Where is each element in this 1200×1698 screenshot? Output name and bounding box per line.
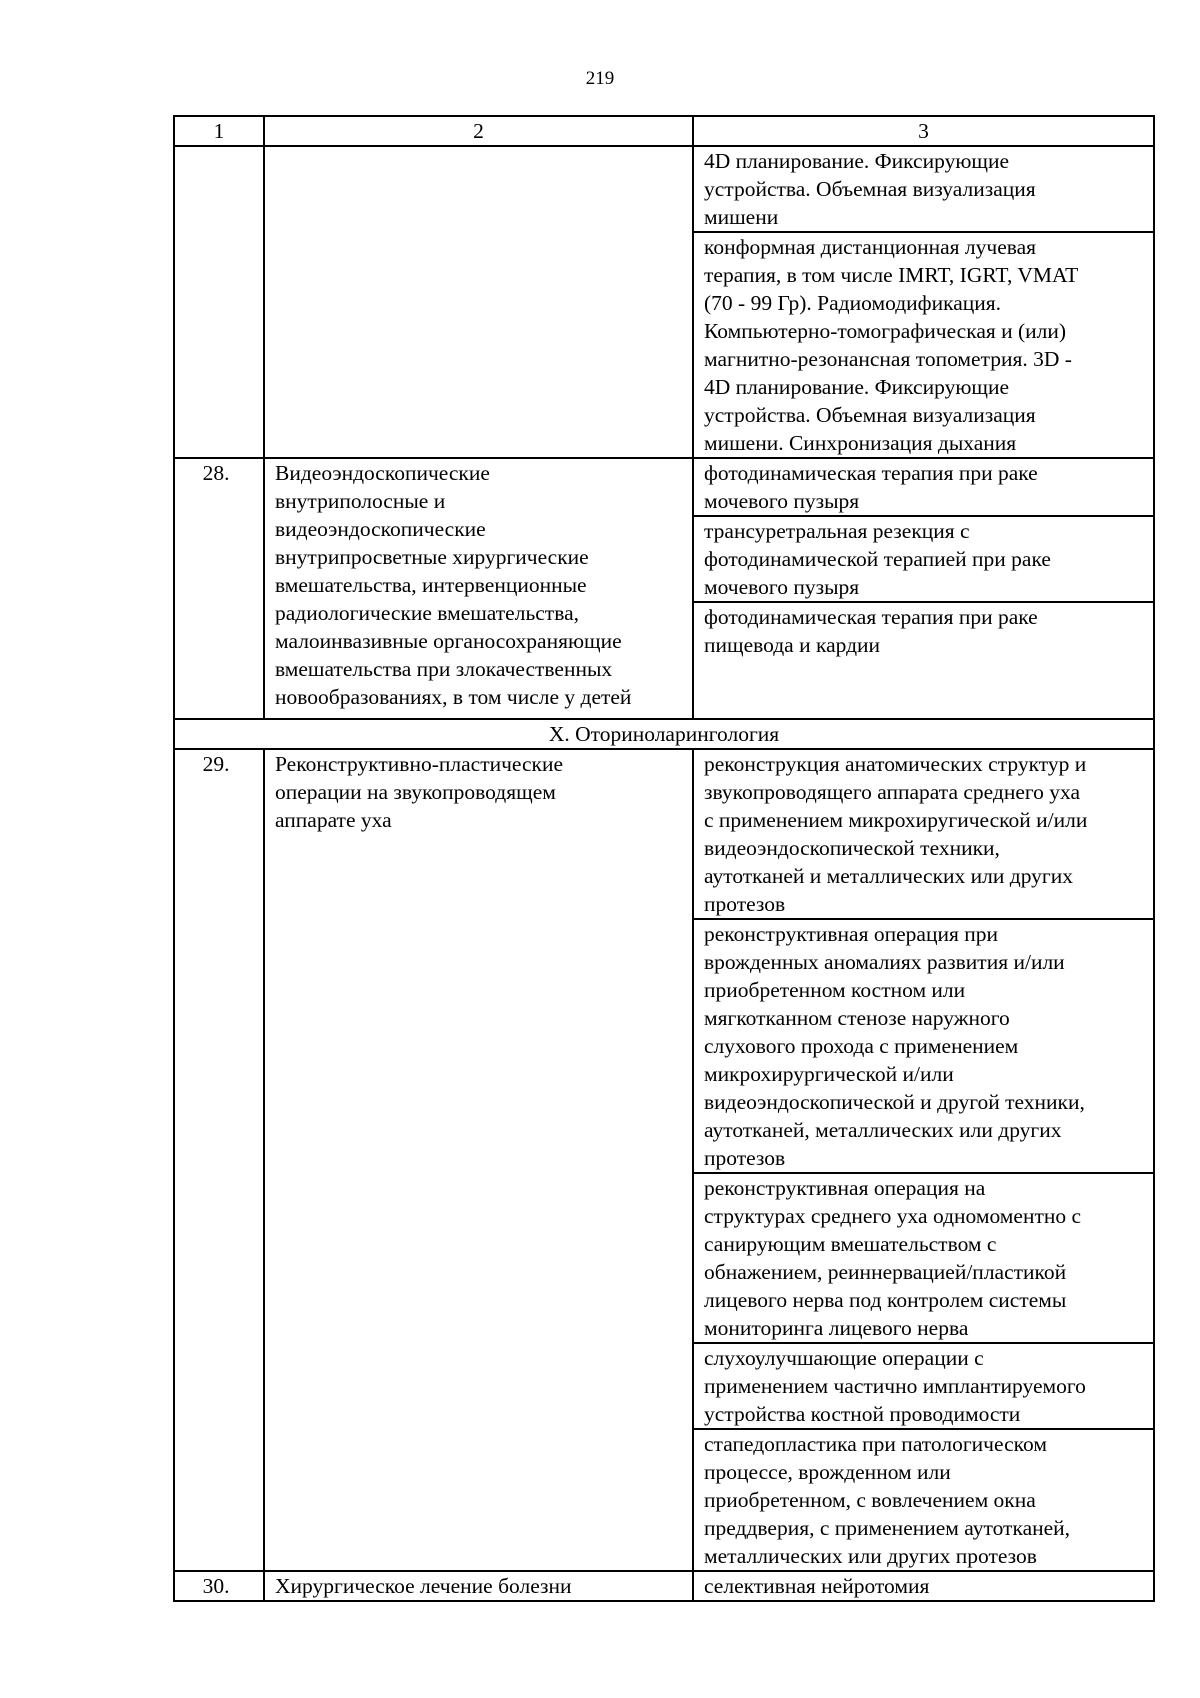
table-row — [174, 458, 1154, 516]
method-cell — [693, 146, 1154, 232]
text-line: реконструктивная операция при — [704, 922, 998, 946]
text-line: микрохирургической и/или — [704, 1062, 954, 1086]
method-cell — [693, 1343, 1154, 1429]
method-cell — [693, 1173, 1154, 1343]
text-line: 4D планирование. Фиксирующие — [704, 149, 1009, 173]
row-name-cell — [264, 749, 693, 1571]
row-name-cell — [264, 146, 693, 458]
method-cell — [693, 749, 1154, 919]
row-number-cell: 30. — [174, 1571, 264, 1601]
text-line: внутриполосные и — [275, 489, 446, 513]
text-line: 4D планирование. Фиксирующие — [704, 375, 1009, 399]
row-number-cell: 29. — [174, 749, 264, 1571]
method-cell — [693, 1571, 1154, 1601]
method-cell — [693, 919, 1154, 1173]
text-line: видеоэндоскопической техники, — [704, 836, 1000, 860]
text-line: радиологические вмешательства, — [275, 601, 579, 625]
text-line: металлических или других протезов — [704, 1544, 1037, 1568]
text-line: аутотканей, металлических или других — [704, 1118, 1062, 1142]
text-line: вмешательства при злокачественных — [275, 657, 613, 681]
row-number-cell: 28. — [174, 458, 264, 719]
text-line: трансуретральная резекция с — [704, 519, 970, 543]
section-heading-row — [174, 719, 1154, 749]
text-line: мягкотканном стенозе наружного — [704, 1006, 1010, 1030]
text-line: устройства. Объемная визуализация — [704, 177, 1036, 201]
text-line: новообразованиях, в том числе у детей — [275, 685, 632, 709]
text-line: приобретенном, с вовлечением окна — [704, 1488, 1036, 1512]
header-col-2: 2 — [264, 116, 693, 146]
text-line: стапедопластика при патологическом — [704, 1432, 1047, 1456]
text-line: врожденных аномалиях развития и/или — [704, 950, 1065, 974]
text-line: мишени — [704, 205, 779, 229]
text-line: лицевого нерва под контролем системы — [704, 1288, 1067, 1312]
text-line: применением частично имплантируемого — [704, 1374, 1086, 1398]
row-name-cell — [264, 458, 693, 719]
text-line: аутотканей и металлических или других — [704, 864, 1074, 888]
method-cell — [693, 1429, 1154, 1571]
text-line: слухоулучшающие операции с — [704, 1346, 984, 1370]
text-line: селективная нейротомия — [704, 1574, 930, 1598]
text-line: санирующим вмешательством с — [704, 1232, 997, 1256]
text-line: видеоэндоскопической и другой техники, — [704, 1090, 1085, 1114]
text-line: вмешательства, интервенционные — [275, 573, 587, 597]
text-line: (70 - 99 Гр). Радиомодификация. — [704, 291, 1002, 315]
text-line: видеоэндоскопические — [275, 517, 486, 541]
text-line: Хирургическое лечение болезни — [275, 1574, 572, 1598]
text-line: мочевого пузыря — [704, 575, 860, 599]
text-line: процессе, врожденном или — [704, 1460, 951, 1484]
text-line: протезов — [704, 892, 786, 916]
method-cell — [693, 516, 1154, 602]
text-line: реконструкция анатомических структур и — [704, 752, 1087, 776]
text-line: структурах среднего уха одномоментно с — [704, 1204, 1082, 1228]
text-line: устройства. Объемная визуализация — [704, 403, 1036, 427]
table-header-row — [174, 116, 1154, 146]
text-line: пищевода и кардии — [704, 633, 881, 657]
text-line: слухового прохода с применением — [704, 1034, 1019, 1058]
method-cell — [693, 458, 1154, 516]
table-row — [174, 749, 1154, 919]
table-row — [174, 1571, 1154, 1601]
text-line: приобретенном костном или — [704, 978, 966, 1002]
text-line: внутрипросветные хирургические — [275, 545, 589, 569]
text-line: фотодинамической терапией при раке — [704, 547, 1051, 571]
row-name-cell — [264, 1571, 693, 1601]
text-line: фотодинамическая терапия при раке — [704, 605, 1038, 629]
text-line: мочевого пузыря — [704, 489, 860, 513]
page-number: 219 — [585, 68, 615, 89]
text-line: терапия, в том числе IMRT, IGRT, VMAT — [704, 263, 1079, 287]
text-line: Реконструктивно-пластические — [275, 752, 564, 776]
header-col-1: 1 — [174, 116, 264, 146]
text-line: звукопроводящего аппарата среднего уха — [704, 780, 1081, 804]
text-line: малоинвазивные органосохраняющие — [275, 629, 622, 653]
row-number-cell — [174, 146, 264, 458]
header-col-3: 3 — [693, 116, 1154, 146]
procedures-table — [173, 115, 1155, 1602]
text-line: преддверия, с применением аутотканей, — [704, 1516, 1071, 1540]
section-heading: X. Оториноларингология — [174, 719, 1154, 749]
text-line: с применением микрохиругической и/или — [704, 808, 1088, 832]
text-line: конформная дистанционная лучевая — [704, 235, 1037, 259]
text-line: операции на звукопроводящем — [275, 780, 556, 804]
text-line: магнитно-резонансная топометрия. 3D - — [704, 347, 1072, 371]
text-line: мониторинга лицевого нерва — [704, 1316, 969, 1340]
table-row — [174, 146, 1154, 232]
text-line: Компьютерно-томографическая и (или) — [704, 319, 1067, 343]
text-line: Видеоэндоскопические — [275, 461, 490, 485]
text-line: устройства костной проводимости — [704, 1402, 1021, 1426]
text-line: протезов — [704, 1146, 786, 1170]
text-line: фотодинамическая терапия при раке — [704, 461, 1038, 485]
text-line: аппарате уха — [275, 808, 392, 832]
method-cell — [693, 602, 1154, 719]
text-line: реконструктивная операция на — [704, 1176, 986, 1200]
method-cell — [693, 232, 1154, 458]
text-line: мишени. Синхронизация дыхания — [704, 431, 1017, 455]
text-line: обнажением, реиннервацией/пластикой — [704, 1260, 1067, 1284]
